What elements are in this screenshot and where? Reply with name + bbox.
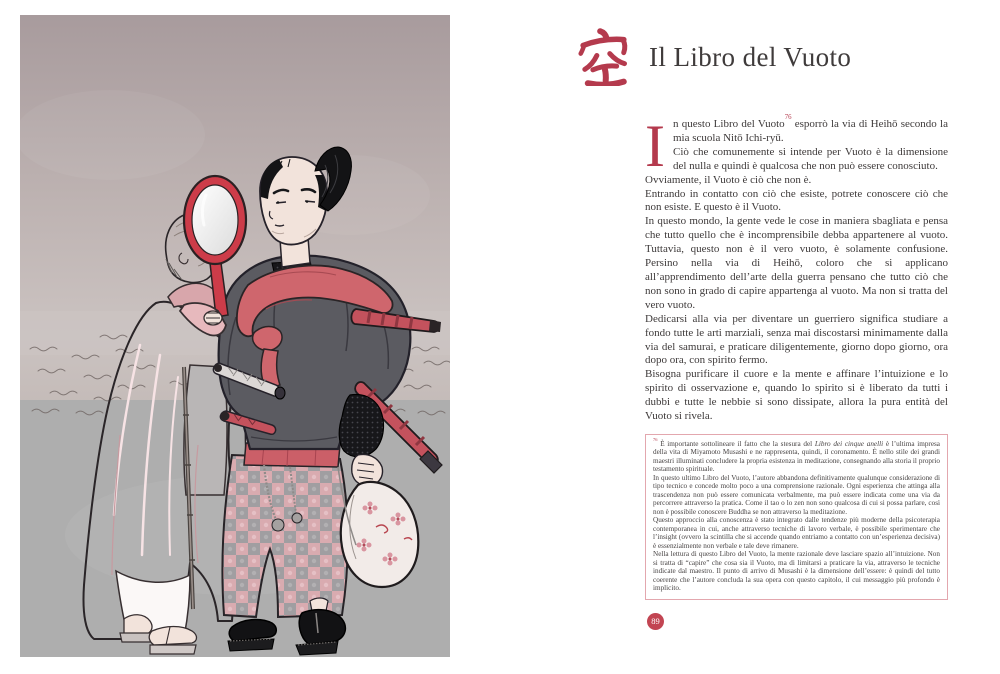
footnote-paragraph: In questo ultimo Libro del Vuoto, l’autore abbandona definitivamente qualunque considerazione di tipo tecnico e concede molto poco a una comprensione razionale. Ogni esperienza che attinga alla trascendenza non può essere comunicata verbalmente, ma può essere indicata come una via da percorrere attraverso la pratica. Come il tao o lo zen non sono qualcosa di cui si possa parlare, così non è possibile conoscere Buddha se non attraverso la meditazione. — [653, 473, 940, 516]
footnote-book-title: Libro dei cinque anelli — [814, 439, 884, 448]
paragraph: In questo mondo, la gente vede le cose in maniera sbagliata e pensa che tutto quello che è incomprensibile debba appartenere al vuoto. Tuttavia, questo non è il vero vuoto, è solamente confusione. Persino nella via di Heihō, coloro che si applicano all’apprendimento dell’arte della guerra pensano che tutto ciò che non sono in grado di capire appartenga al vuoto. Ma non si tratta del vero vuoto. — [645, 215, 948, 311]
footnote-paragraph — [653, 436, 940, 474]
footnote-paragraph: Nella lettura di questo Libro del Vuoto, la mente razionale deve lasciare spazio all’intuizione. Non si tratta di “capire” che cosa sia il Vuoto, ma di limitarsi a praticare la via, attraverso le tecniche indicate dal maestro. Il punto di arrivo di Musashi è la dimensione dell’essere: è quindi del tutto coerente che l’autore concluda la sua opera con questo capitolo, il cui messaggio più profondo è implicito. — [653, 550, 940, 593]
void-kanji-icon — [578, 28, 630, 86]
paragraph: Ciò che comunemente si intende per Vuoto è la dimensione del nulla e quindi è qualcosa che non può essere conosciuto. — [672, 145, 948, 172]
paragraph: Ovviamente, il Vuoto è ciò che non è. — [645, 173, 812, 186]
paragraph: Bisogna purificare il cuore e la mente e affinare l’intuizione e lo spirito di osservazione e, quando lo spirito si è liberato da tutti i dubbi e tutte le nebbie si sono dissipate, allora la pura entità del Vuoto si rivela. — [645, 368, 948, 423]
drop-cap: I — [645, 113, 665, 179]
illustration-svg — [20, 15, 450, 657]
footnote-paragraph: Questo approccio alla conoscenza è stato integrato dalle tendenze più moderne della psicoterapia contemporanea in cui, anche attraverso tecniche di lavoro verbale, è possibile sperimentare che l’insight (ovvero la scintilla che si accende quando entriamo a contatto con un’esperienza decisiva) è essenzialmente non verbale e tale deve rimanere. — [653, 516, 940, 550]
footnote-box — [645, 434, 948, 600]
footnote-reference: 76 — [784, 114, 792, 122]
text-column — [645, 113, 948, 630]
opening-text-rest: esporrò la via di Heihō secondo la mia scuola Nitō Ichi-ryū. — [672, 118, 948, 144]
paragraph: Entrando in contatto con ciò che esiste, potrete conoscere ciò che non esiste. E questo è il Vuoto. — [645, 187, 948, 214]
footnote-text-rest: è l’ultima impresa della vita di Miyamoto Musashi e ne rappresenta, quindi, il coronamento. È nello stile dei grandi maestri illuminati concludere la propria esistenza in meditazione, consegnando alla storia il proprio testamento spirituale. — [653, 439, 940, 474]
ukiyoe-illustration — [20, 15, 450, 657]
chapter-body — [645, 113, 948, 424]
chapter-title: Il Libro del Vuoto — [649, 42, 852, 72]
page-number-badge: 89 — [647, 613, 664, 630]
footnote-text: È importante sottolineare il fatto che la stesura del — [660, 439, 815, 448]
opening-text: n questo Libro del Vuoto — [672, 118, 785, 130]
paragraph: Dedicarsi alla via per diventare un guerriero significa studiare a fondo tutte le arti marziali, senza mai discostarsi minimamente dalla via del samurai, e praticare diligentemente, giorno dopo giorno, ora dopo ora, con spirito fermo. — [645, 312, 948, 367]
footnote-marker: 76 — [653, 436, 658, 442]
